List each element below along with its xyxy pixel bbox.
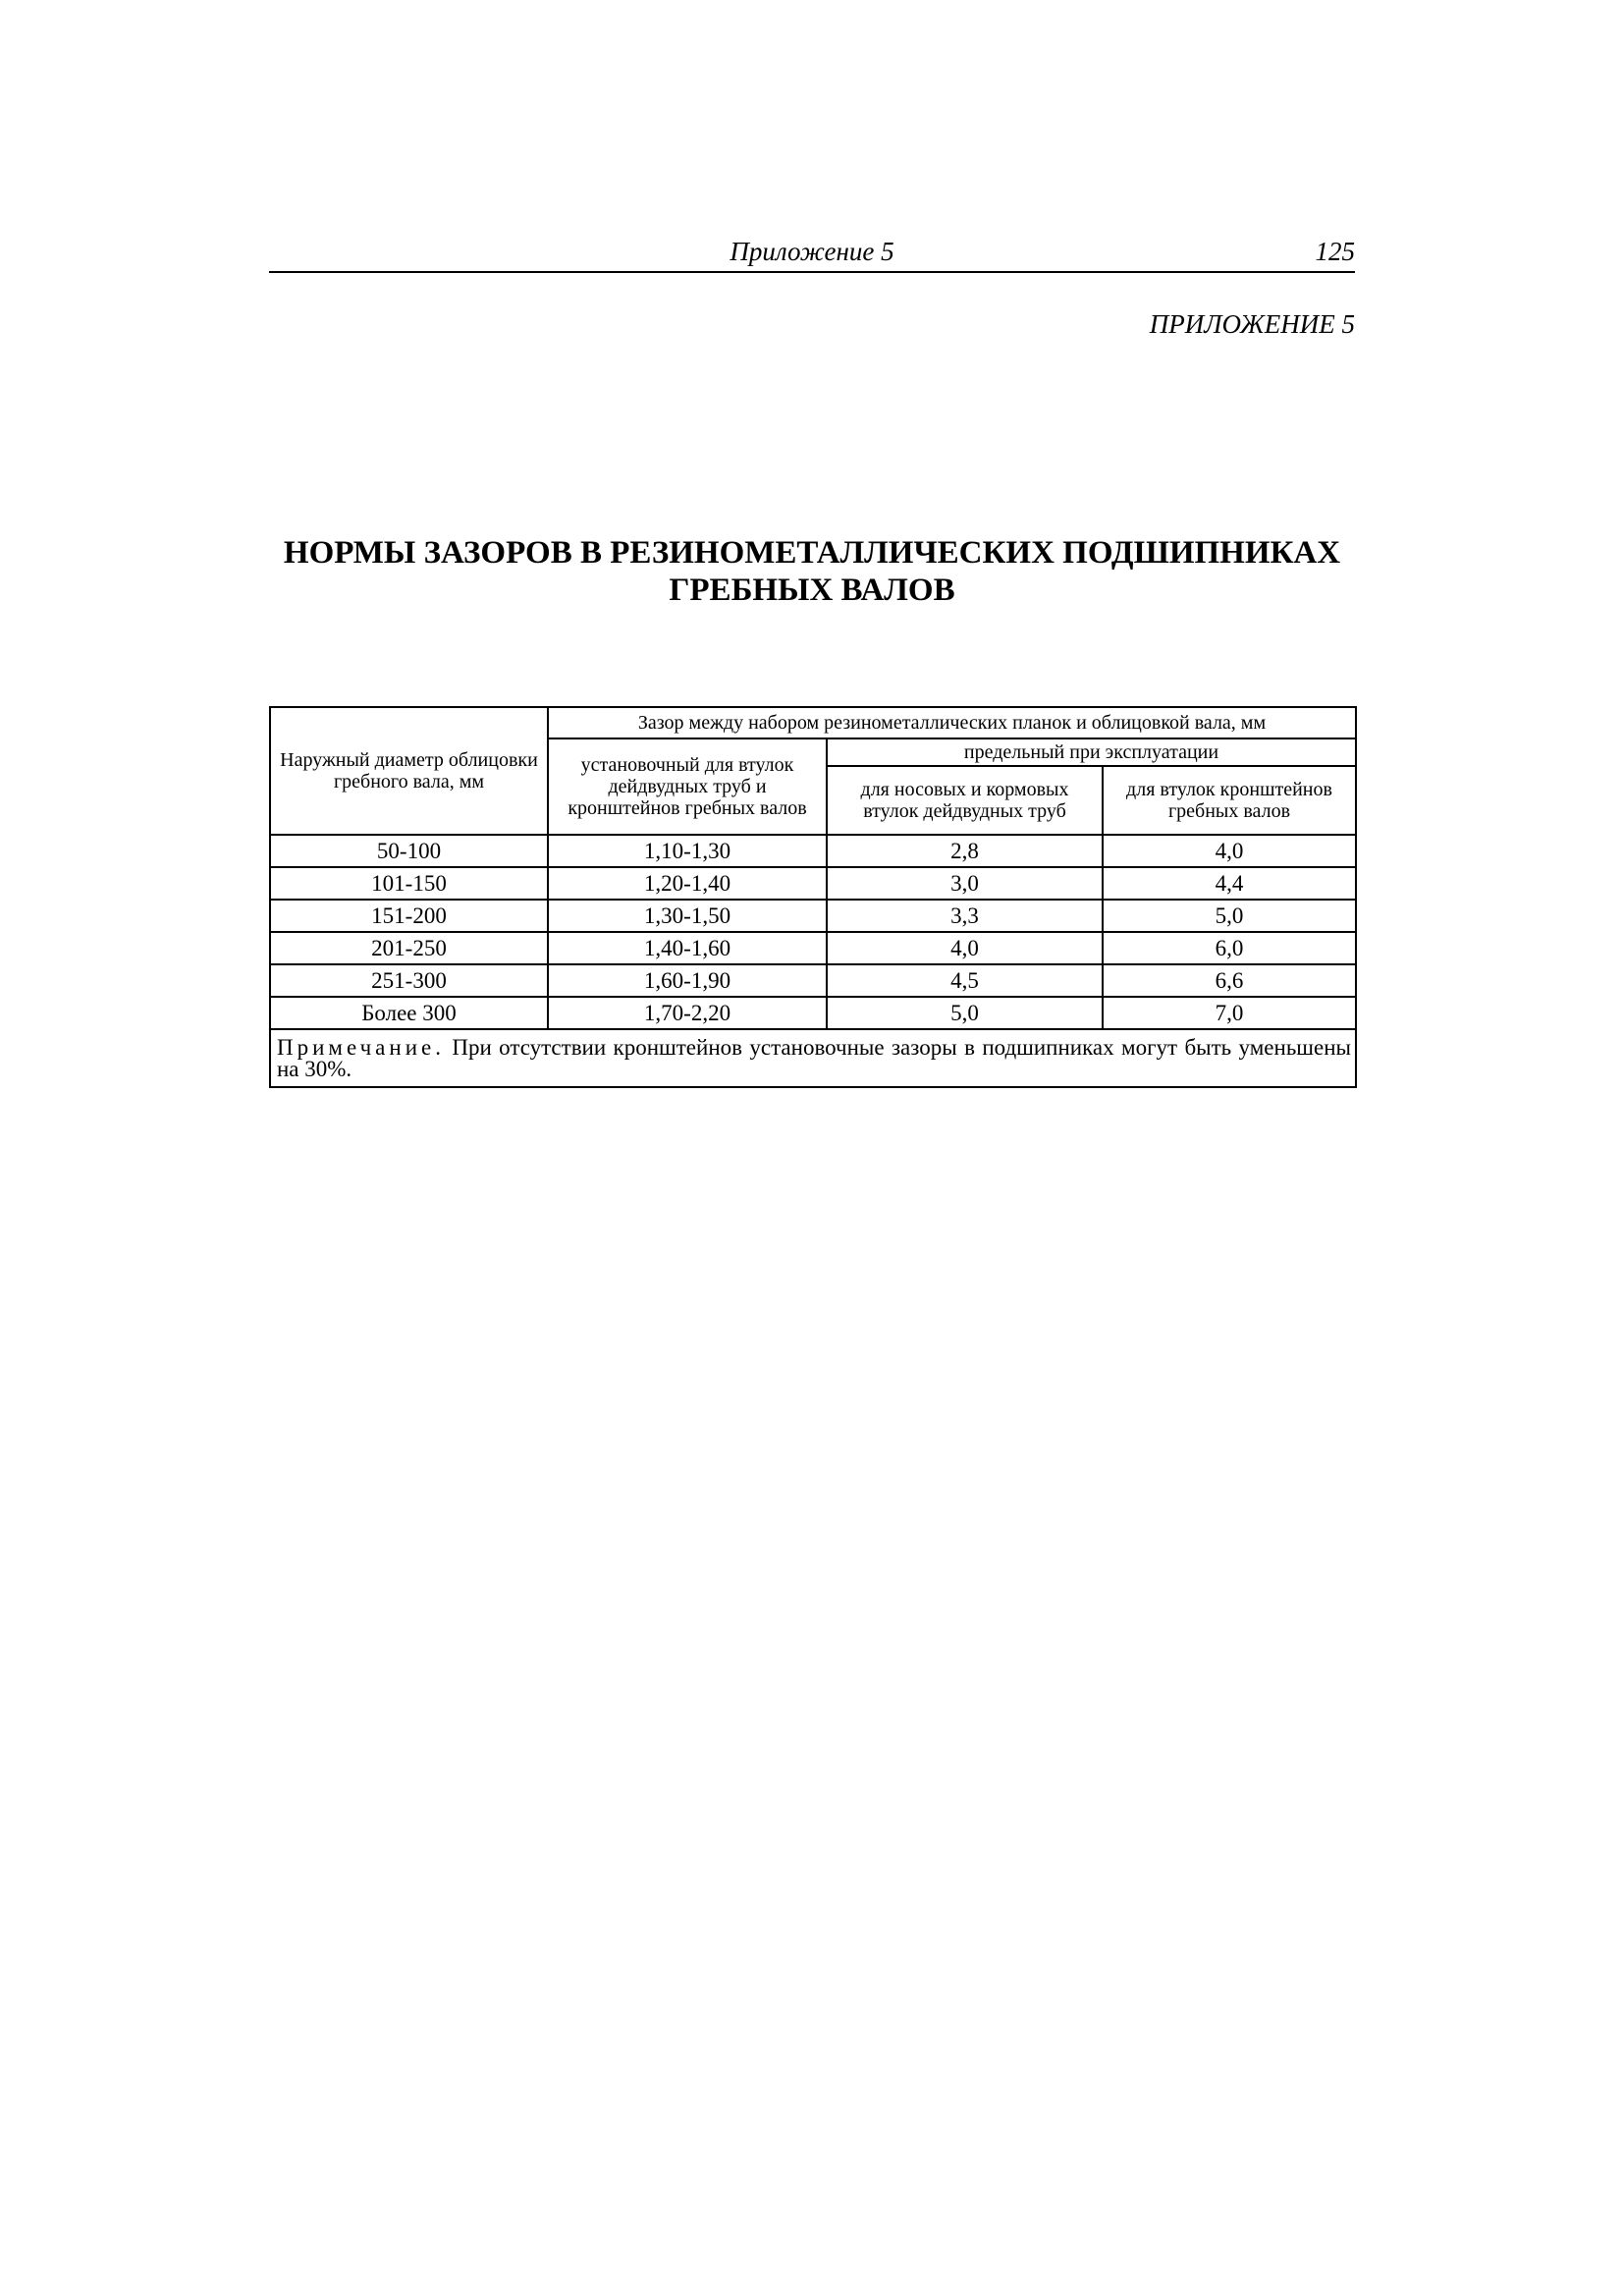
header-installation-gap: установочный для втулок дейдвудных труб и кронштейнов гребных валов: [548, 738, 827, 835]
page-number: 125: [1315, 237, 1355, 266]
table-row: [270, 867, 1356, 900]
document-title-line-2: ГРЕБНЫХ ВАЛОВ: [669, 573, 955, 608]
appendix-label: ПРИЛОЖЕНИЕ 5: [1149, 309, 1355, 339]
cell-installation-gap: 1,40-1,60: [548, 932, 827, 964]
cell-limit-brackets: 6,0: [1103, 932, 1356, 964]
header-gap-group: Зазор между набором резинометаллических планок и облицовкой вала, мм: [548, 707, 1356, 738]
cell-installation-gap: 1,70-2,20: [548, 997, 827, 1029]
header-limit-group: предельный при эксплуатации: [827, 738, 1356, 766]
cell-installation-gap: 1,20-1,40: [548, 867, 827, 900]
cell-limit-brackets: 4,4: [1103, 867, 1356, 900]
table-row: [270, 835, 1356, 867]
document-title-line-1: НОРМЫ ЗАЗОРОВ В РЕЗИНОМЕТАЛЛИЧЕСКИХ ПОДШИПНИКАХ: [283, 535, 1341, 571]
table-row: [270, 900, 1356, 932]
note-label: Примечание.: [277, 1035, 445, 1060]
document-title: [269, 534, 1355, 609]
header-limit-brackets: для втулок кронштейнов гребных валов: [1103, 766, 1356, 835]
cell-diameter: 251-300: [270, 964, 548, 997]
table-header-row: [270, 707, 1356, 738]
cell-diameter: Более 300: [270, 997, 548, 1029]
cell-limit-bow-stern: 5,0: [827, 997, 1103, 1029]
table-row: [270, 997, 1356, 1029]
header-diameter: Наружный диаметр облицовки гребного вала, мм: [270, 707, 548, 835]
cell-limit-brackets: 6,6: [1103, 964, 1356, 997]
gap-norms-table: [269, 706, 1357, 1088]
table-note-row: [270, 1029, 1356, 1087]
cell-limit-brackets: 4,0: [1103, 835, 1356, 867]
table-row: [270, 964, 1356, 997]
cell-limit-bow-stern: 4,5: [827, 964, 1103, 997]
running-title: Приложение 5: [730, 237, 894, 266]
running-header: [269, 236, 1355, 273]
cell-limit-brackets: 7,0: [1103, 997, 1356, 1029]
cell-limit-bow-stern: 3,0: [827, 867, 1103, 900]
cell-diameter: 50-100: [270, 835, 548, 867]
cell-limit-brackets: 5,0: [1103, 900, 1356, 932]
cell-diameter: 151-200: [270, 900, 548, 932]
cell-diameter: 101-150: [270, 867, 548, 900]
cell-installation-gap: 1,30-1,50: [548, 900, 827, 932]
table-note: [270, 1029, 1356, 1087]
cell-limit-bow-stern: 3,3: [827, 900, 1103, 932]
cell-diameter: 201-250: [270, 932, 548, 964]
cell-limit-bow-stern: 4,0: [827, 932, 1103, 964]
table-row: [270, 932, 1356, 964]
header-limit-bow-stern: для носовых и кормовых втулок дейдвудных труб: [827, 766, 1103, 835]
note-text: При отсутствии кронштейнов установочные зазоры в подшипниках могут быть уменьшены на 30%.: [277, 1035, 1351, 1081]
cell-limit-bow-stern: 2,8: [827, 835, 1103, 867]
cell-installation-gap: 1,10-1,30: [548, 835, 827, 867]
cell-installation-gap: 1,60-1,90: [548, 964, 827, 997]
